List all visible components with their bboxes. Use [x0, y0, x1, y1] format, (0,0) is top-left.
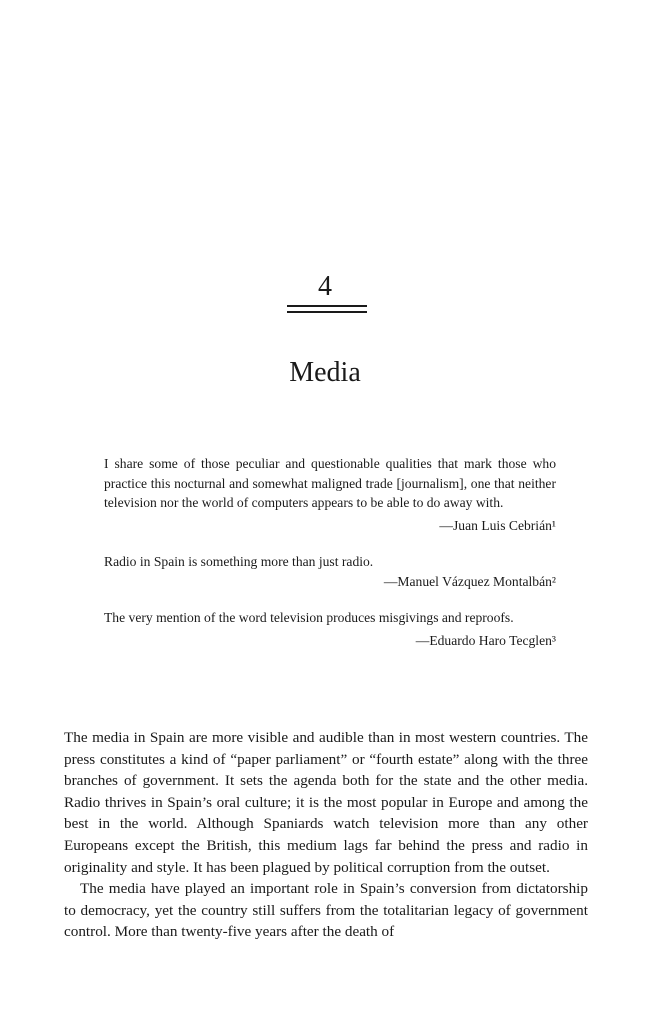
chapter-title: Media	[289, 357, 361, 388]
epigraph-author: —Eduardo Haro Tecglen³	[415, 632, 556, 648]
epigraph-text: Radio in Spain is something more than just radio.	[104, 554, 374, 569]
epigraph-text: The very mention of the word television produces misgivings and reproofs.	[104, 610, 514, 625]
epigraph	[104, 454, 556, 535]
chapter-number: 4	[318, 271, 332, 302]
epigraph	[104, 552, 556, 591]
chapter-rule-bottom	[287, 311, 367, 313]
chapter-rule-top	[287, 305, 367, 307]
body-paragraph: The media have played an important role in Spain’s conversion from dictatorship to democracy, yet the country still suffers from the totalitarian legacy of government control. More than twenty-five years after the death of	[64, 880, 588, 941]
body-paragraph: The media in Spain are more visible and audible than in most western countries. The press constitutes a kind of “paper parliament” or “fourth estate” along with the three branches of government. It sets the agenda both for the state and the other media. Radio thrives in Spain’s oral culture; it is the most popular in Europe and among the best in the world. Although Spaniards watch television more than any other Europeans except the British, this medium lags far behind the press and radio in originality and style. It has been plagued by political corruption from the outset.	[64, 729, 588, 876]
epigraph-author: —Juan Luis Cebrián¹	[439, 517, 556, 533]
epigraph	[104, 608, 556, 650]
epigraphs	[104, 454, 556, 667]
epigraph-text: I share some of those peculiar and questionable qualities that mark those who practice this nocturnal and somewhat maligned trade [journalism], one that neither television nor the world of computers appears to be able to do away with.	[104, 456, 556, 510]
epigraph-author: —Manuel Vázquez Montalbán²	[383, 573, 556, 589]
body-text	[64, 727, 588, 943]
